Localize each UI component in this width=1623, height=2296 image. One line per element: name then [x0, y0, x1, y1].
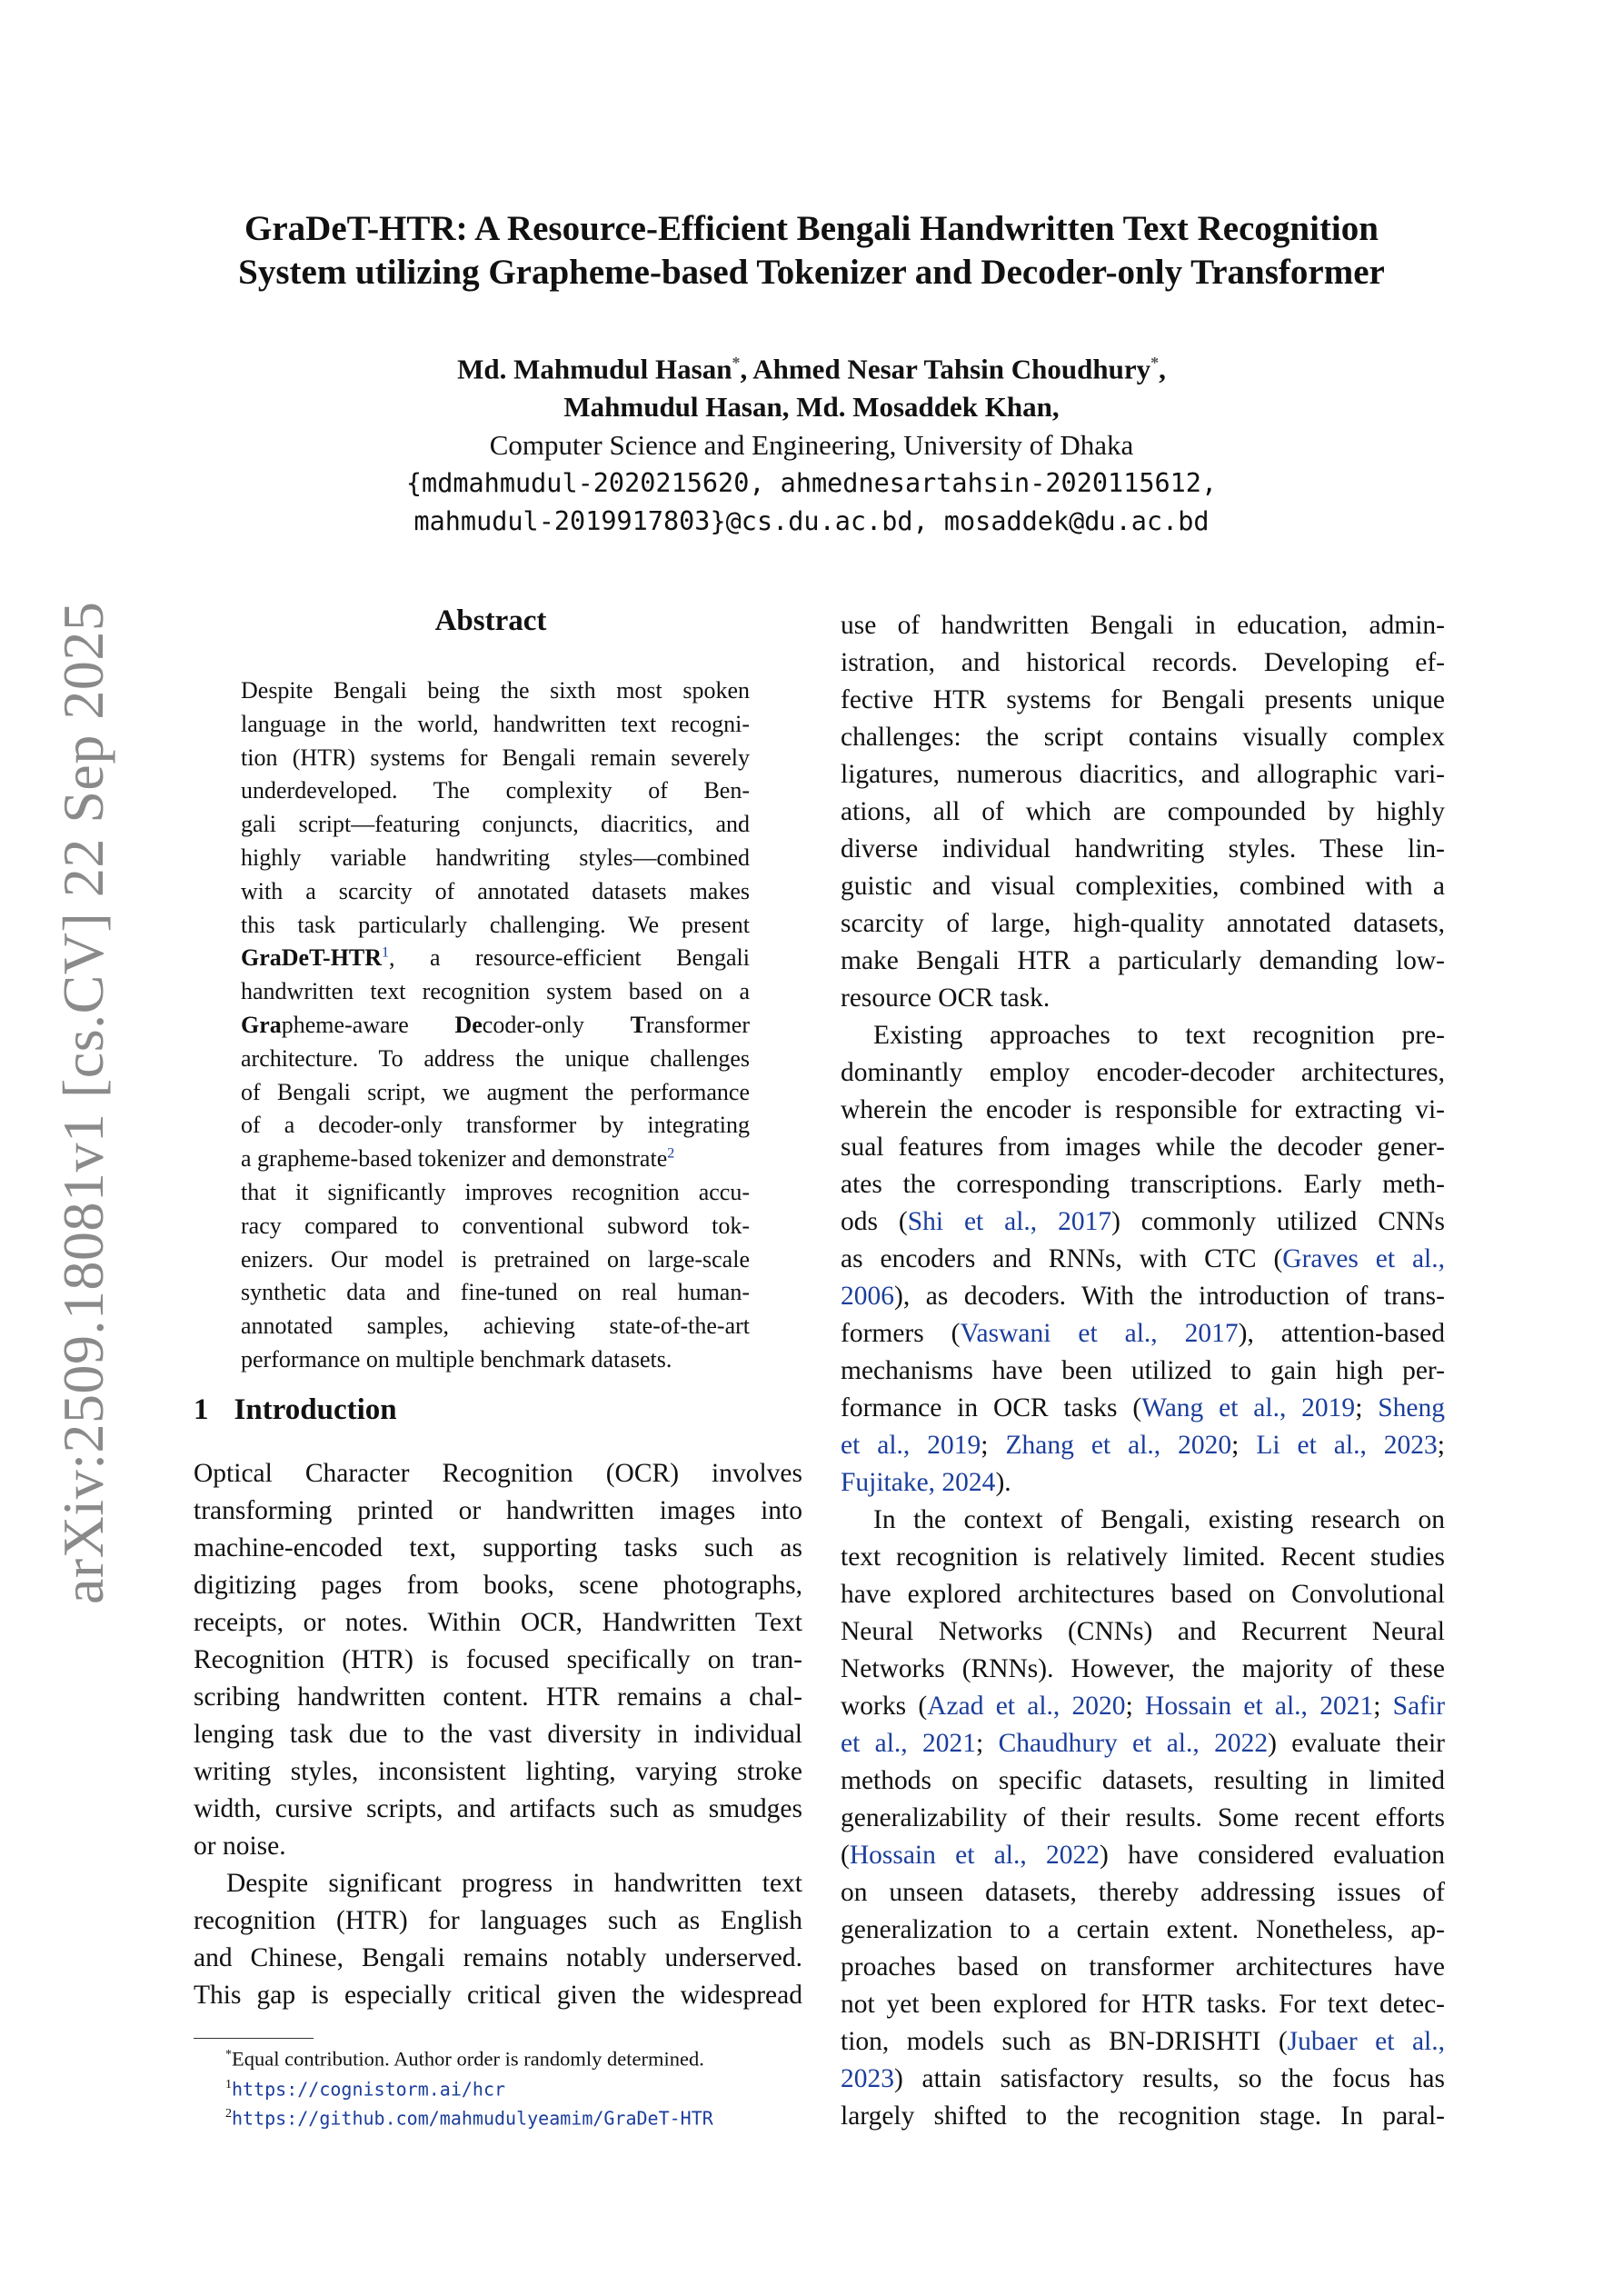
citation-link[interactable]: Jubaer et al.,	[1287, 2027, 1445, 2056]
body-line: width, cursive scripts, and artifacts such as smudges	[194, 1794, 802, 1823]
footnote-2: $^2$https://github.com/mahmudulyeamim/GraDeT-HTR	[225, 2107, 713, 2130]
abstract-line: gali script—featuring conjuncts, diacritics, and	[241, 811, 750, 838]
paper-title	[164, 207, 1459, 294]
body-line: Optical Character Recognition (OCR) involves	[194, 1459, 802, 1488]
body-line: or noise.	[194, 1832, 286, 1861]
author-name: Ahmed Nesar Tahsin Choudhury	[752, 353, 1151, 385]
body-line: machine-encoded text, supporting tasks such as	[194, 1533, 802, 1562]
citation-link[interactable]: Sheng	[1378, 1393, 1445, 1423]
body-line: et al., 2019; Zhang et al., 2020; Li et al., 2023;	[841, 1431, 1445, 1460]
body-line: ates the corresponding transcriptions. Early meth-	[841, 1170, 1445, 1199]
body-line: and Chinese, Bengali remains notably underserved.	[194, 1943, 802, 1972]
citation-link[interactable]: Li et al., 2023	[1256, 1431, 1438, 1460]
body-line: writing styles, inconsistent lighting, varying stroke	[194, 1757, 802, 1786]
body-line: as encoders and RNNs, with CTC (Graves et al.,	[841, 1244, 1445, 1273]
abstract-line: this task particularly challenging. We present	[241, 911, 750, 938]
body-line: sual features from images while the decoder gener-	[841, 1133, 1445, 1162]
abstract-line: a grapheme-based tokenizer and demonstrate$^2$	[241, 1145, 675, 1173]
abstract-line: highly variable handwriting styles—combined	[241, 844, 750, 871]
affiliation: Computer Science and Engineering, University of Dhaka	[489, 429, 1134, 462]
body-line: diverse individual handwriting styles. These lin-	[841, 834, 1445, 863]
body-line: scribing handwritten content. HTR remains a chal-	[194, 1682, 802, 1712]
body-line: Despite significant progress in handwritten text	[226, 1869, 802, 1898]
body-line: challenges: the script contains visually complex	[841, 723, 1445, 752]
body-line: dominantly employ encoder-decoder architectures,	[841, 1058, 1445, 1087]
body-line: 2006), as decoders. With the introduction of trans-	[841, 1282, 1445, 1311]
body-line: ligatures, numerous diacritics, and allographic vari-	[841, 760, 1445, 789]
footnote-2-url[interactable]: https://github.com/mahmudulyeamim/GraDeT-HTR	[232, 2107, 713, 2130]
citation-link[interactable]: et al., 2019	[841, 1431, 981, 1460]
abstract-line: tion (HTR) systems for Bengali remain severely	[241, 744, 750, 771]
abstract-line: of Bengali script, we augment the performance	[241, 1078, 750, 1105]
body-line: works (Azad et al., 2020; Hossain et al., 2021; Safir	[841, 1692, 1446, 1721]
author-emails-line-2: mahmudul-2019917803}@cs.du.ac.bd, mosaddek@du.ac.bd	[413, 506, 1210, 537]
left-column-body	[194, 1455, 802, 2014]
citation-link[interactable]: et al., 2021	[841, 1729, 977, 1758]
section-number: 1	[194, 1393, 209, 1426]
body-line: resource OCR task.	[841, 983, 1050, 1013]
paper-title-line-1: GraDeT-HTR: A Resource-Efficient Bengali Handwritten Text Recognition	[244, 209, 1379, 248]
citation-link[interactable]: 2023	[841, 2064, 894, 2093]
abstract-line: that it significantly improves recognition accu-	[241, 1178, 750, 1205]
equal-contribution-mark: *	[732, 354, 741, 372]
system-name: GraDeT-HTR	[241, 944, 383, 972]
body-line: formance in OCR tasks (Wang et al., 2019; Sheng	[841, 1393, 1445, 1423]
body-line: digitizing pages from books, scene photographs,	[194, 1571, 802, 1600]
body-line: receipts, or notes. Within OCR, Handwritten Text	[194, 1608, 802, 1637]
body-line: In the context of Bengali, existing research on	[873, 1505, 1445, 1534]
abstract-line: of a decoder-only transformer by integrating	[241, 1112, 750, 1139]
abstract-line: racy compared to conventional subword tok-	[241, 1212, 750, 1239]
citation-link[interactable]: Chaudhury et al., 2022	[998, 1729, 1269, 1758]
arxiv-identifier-stamp: arXiv:2509.18081v1 [cs.CV] 22 Sep 2025	[51, 601, 115, 1604]
footnote-divider	[194, 2038, 314, 2039]
footnote-1-url[interactable]: https://cognistorm.ai/hcr	[232, 2078, 506, 2100]
author-name: Mahmudul Hasan	[563, 391, 782, 424]
abstract-line: Grapheme-aware Decoder-only Transformer	[241, 1011, 750, 1038]
body-line: Fujitake, 2024).	[841, 1468, 1011, 1497]
citation-link[interactable]: Safir	[1392, 1692, 1446, 1721]
section-heading-introduction	[194, 1393, 397, 1427]
body-line: proaches based on transformer architectures have	[841, 1952, 1445, 1982]
body-line: methods on specific datasets, resulting in limited	[841, 1766, 1445, 1795]
body-line: lenging task due to the vast diversity in individual	[194, 1720, 802, 1749]
body-line: Networks (RNNs). However, the majority of these	[841, 1654, 1445, 1683]
body-line: use of handwritten Bengali in education, admin-	[841, 611, 1445, 640]
body-line: text recognition is relatively limited. Recent studies	[841, 1542, 1445, 1572]
citation-link[interactable]: Vaswani et al., 2017	[960, 1319, 1239, 1348]
abstract-line: performance on multiple benchmark datasets.	[241, 1345, 672, 1373]
abstract-line: enizers. Our model is pretrained on large-scale	[241, 1245, 750, 1273]
citation-link[interactable]: Hossain et al., 2021	[1145, 1692, 1374, 1721]
body-line: on unseen datasets, thereby addressing issues of	[841, 1878, 1445, 1907]
abstract-line: annotated samples, achieving state-of-the-art	[241, 1313, 750, 1340]
body-line: have explored architectures based on Convolutional	[841, 1580, 1445, 1609]
body-line: fective HTR systems for Bengali presents unique	[841, 685, 1445, 714]
body-line: not yet been explored for HTR tasks. For text detec-	[841, 1990, 1445, 2019]
right-column-body	[841, 607, 1445, 2135]
footnotes	[225, 2042, 713, 2131]
citation-link[interactable]: Fujitake, 2024	[841, 1468, 996, 1497]
body-line: generalization to a certain extent. Nonetheless, ap-	[841, 1915, 1445, 1944]
author-name: Md. Mosaddek Khan	[796, 391, 1052, 424]
abstract-heading: Abstract	[434, 604, 547, 637]
body-line: tion, models such as BN-DRISHTI (Jubaer et al.,	[841, 2027, 1445, 2056]
body-line: This gap is especially critical given the widespread	[194, 1981, 802, 2010]
body-line: ods (Shi et al., 2017) commonly utilized CNNs	[841, 1207, 1445, 1236]
citation-link[interactable]: Wang et al., 2019	[1141, 1393, 1356, 1423]
author-name: Md. Mahmudul Hasan	[457, 353, 732, 385]
body-line: (Hossain et al., 2022) have considered evaluation	[841, 1841, 1445, 1870]
abstract-body	[241, 674, 750, 1377]
body-line: et al., 2021; Chaudhury et al., 2022) evaluate their	[841, 1729, 1445, 1758]
abstract-line: Despite Bengali being the sixth most spoken	[241, 677, 750, 704]
abstract-line: underdeveloped. The complexity of Ben-	[241, 777, 750, 804]
body-line: guistic and visual complexities, combined with a	[841, 872, 1445, 901]
citation-link[interactable]: Azad et al., 2020	[927, 1692, 1126, 1721]
abstract-line: architecture. To address the unique challenges	[241, 1044, 750, 1072]
abstract-line: GraDeT-HTR$^1$, a resource-efficient Bengali	[241, 944, 750, 972]
body-line: istration, and historical records. Developing ef-	[841, 648, 1445, 677]
body-line: recognition (HTR) for languages such as English	[194, 1906, 802, 1935]
abstract-line: with a scarcity of annotated datasets makes	[241, 877, 750, 904]
abstract-line: handwritten text recognition system based on a	[241, 978, 750, 1005]
author-line-1: Md. Mahmudul Hasan*, Ahmed Nesar Tahsin Choudhury*,	[457, 353, 1166, 385]
footnote-1: $^1$https://cognistorm.ai/hcr	[225, 2077, 506, 2100]
author-line-2: Mahmudul Hasan, Md. Mosaddek Khan,	[563, 391, 1060, 424]
body-line: 2023) attain satisfactory results, so the focus has	[841, 2064, 1445, 2093]
citation-link[interactable]: Graves et al.,	[1282, 1244, 1445, 1273]
citation-link[interactable]: Zhang et al., 2020	[1005, 1431, 1232, 1460]
body-line: scarcity of large, high-quality annotated datasets,	[841, 909, 1445, 938]
section-title: Introduction	[234, 1393, 397, 1426]
body-line: Existing approaches to text recognition pre-	[873, 1021, 1445, 1050]
equal-contribution-mark: *	[1150, 354, 1160, 372]
body-line: Neural Networks (CNNs) and Recurrent Neural	[841, 1617, 1445, 1646]
body-line: generalizability of their results. Some recent efforts	[841, 1803, 1445, 1832]
footnote-1-link[interactable]: 1	[382, 944, 390, 961]
body-line: make Bengali HTR a particularly demanding low-	[841, 946, 1445, 975]
body-line: transforming printed or handwritten images into	[194, 1496, 802, 1525]
footnote-2-link[interactable]: 2	[667, 1145, 675, 1162]
author-emails-line-1: {mdmahmudul-2020215620, ahmednesartahsin-2020115612,	[405, 468, 1218, 499]
citation-link[interactable]: 2006	[841, 1282, 894, 1311]
abstract-line: language in the world, handwritten text recogni-	[241, 710, 750, 737]
author-block	[273, 344, 1350, 541]
abstract-line: synthetic data and fine-tuned on real human-	[241, 1279, 750, 1306]
citation-link[interactable]: Hossain et al., 2022	[849, 1841, 1100, 1870]
body-line: formers (Vaswani et al., 2017), attention-based	[841, 1319, 1445, 1348]
citation-link[interactable]: Shi et al., 2017	[907, 1207, 1112, 1236]
body-line: largely shifted to the recognition stage. In paral-	[841, 2101, 1445, 2131]
footnote-equal-contribution: *Equal contribution. Author order is randomly determined.	[225, 2047, 704, 2071]
body-line: ations, all of which are compounded by highly	[841, 797, 1445, 826]
paper-title-line-2: System utilizing Grapheme-based Tokenizer and Decoder-only Transformer	[238, 253, 1385, 292]
body-line: Recognition (HTR) is focused specifically on tran-	[194, 1645, 802, 1674]
body-line: mechanisms have been utilized to gain high per-	[841, 1356, 1445, 1385]
body-line: wherein the encoder is responsible for extracting vi-	[841, 1095, 1445, 1124]
